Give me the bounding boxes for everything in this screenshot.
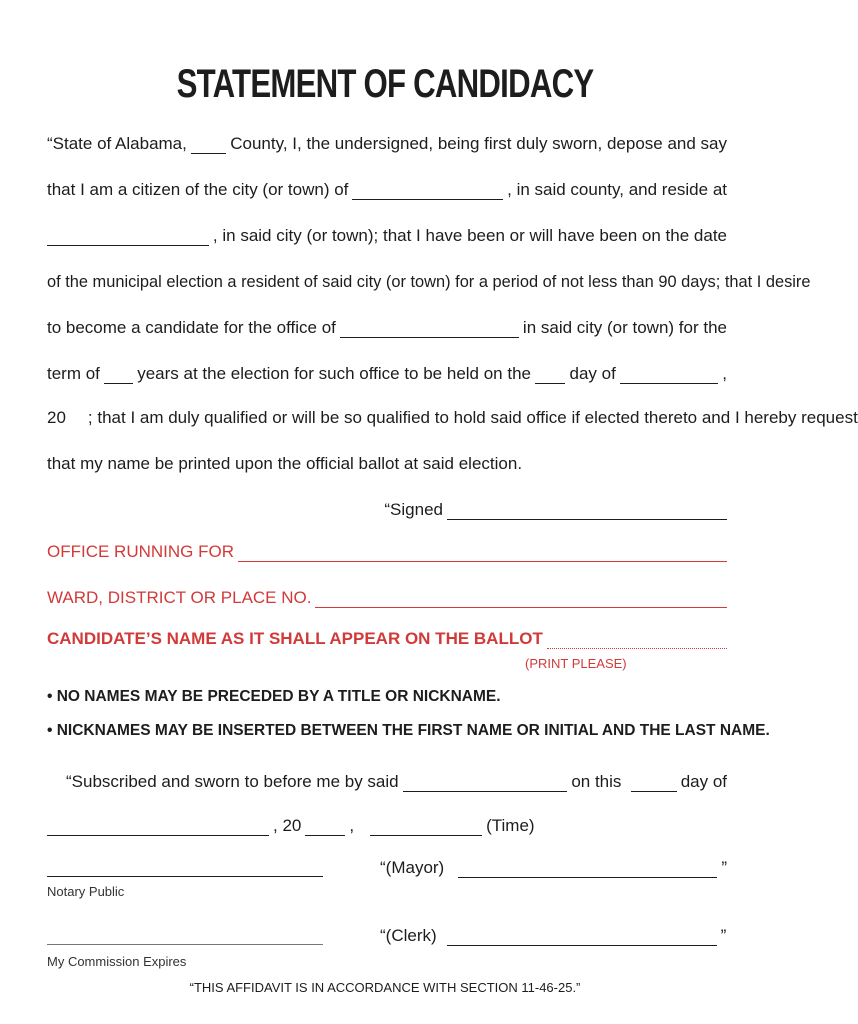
bullet-1: • NO NAMES MAY BE PRECEDED BY A TITLE OR NICKNAME.: [47, 688, 501, 705]
sworn-date-row: [47, 814, 727, 836]
election-text: years at the election for such office to be held on the: [137, 364, 531, 383]
print-please-note: (PRINT PLEASE): [525, 656, 627, 671]
para-line-8: [47, 452, 727, 474]
form-title: STATEMENT OF CANDIDACY: [176, 62, 594, 106]
clerk-row: [380, 924, 727, 946]
county-text: County, I, the undersigned, being first duly sworn, depose and say: [230, 134, 727, 153]
mayor-label: “(Mayor): [380, 858, 445, 877]
mayor-signature-field[interactable]: [458, 859, 717, 878]
on-this-text: on this: [571, 772, 622, 791]
citizen-text: that I am a citizen of the city (or town) of: [47, 180, 349, 199]
qualified-text: ; that I am duly qualified or will be so qualified to hold said office if elected thereto and I hereby request: [87, 408, 858, 427]
sworn-comma-text: ,: [349, 816, 355, 835]
sworn-text: “Subscribed and sworn to before me by said: [66, 772, 399, 791]
ward-label: WARD, DISTRICT OR PLACE NO.: [47, 588, 312, 607]
clerk-close-quote: ”: [720, 926, 727, 945]
election-day-field[interactable]: [535, 365, 565, 384]
said-city-text: , in said city (or town); that I have been or will have been on the date: [212, 226, 727, 245]
sworn-year-field[interactable]: [305, 817, 345, 836]
sworn-month-field[interactable]: [47, 817, 269, 836]
city-field[interactable]: [352, 181, 503, 200]
para-line-2: [47, 178, 727, 200]
reside-text: , in said county, and reside at: [507, 180, 727, 199]
candidate-name-label: CANDIDATE’S NAME AS IT SHALL APPEAR ON THE BALLOT: [47, 629, 543, 648]
signed-row: [47, 498, 727, 520]
comma-text: ,: [722, 364, 727, 383]
ward-field[interactable]: [315, 589, 727, 608]
para-line-6: [47, 362, 727, 384]
term-years-field[interactable]: [104, 365, 133, 384]
office-running-label: OFFICE RUNNING FOR: [47, 542, 234, 561]
signature-field[interactable]: [447, 501, 727, 520]
bullet-2: • NICKNAMES MAY BE INSERTED BETWEEN THE FIRST NAME OR INITIAL AND THE LAST NAME.: [47, 722, 770, 739]
mayor-row: [380, 856, 727, 878]
commission-expires-field[interactable]: [47, 926, 323, 945]
notary-signature-field[interactable]: [47, 858, 323, 877]
office-running-field[interactable]: [238, 543, 727, 562]
sworn-day-field[interactable]: [631, 773, 676, 792]
office-text: to become a candidate for the office of: [47, 318, 336, 337]
time-field[interactable]: [370, 817, 482, 836]
sworn-20-text: , 20: [273, 816, 302, 835]
time-label: (Time): [486, 816, 535, 835]
for-the-text: in said city (or town) for the: [522, 318, 727, 337]
ward-row: [47, 586, 727, 608]
office-running-row: [47, 540, 727, 562]
state-text: “State of Alabama,: [47, 134, 187, 153]
resident-text: of the municipal election a resident of said city (or town) for a period of not less than 90 days; that I desire: [47, 273, 811, 291]
para-line-3: [47, 224, 727, 246]
day-of-text: day of: [569, 364, 616, 383]
candidate-name-row: [47, 627, 727, 649]
para-line-1: [47, 132, 727, 154]
affidavit-footer: “THIS AFFIDAVIT IS IN ACCORDANCE WITH SECTION 11-46-25.”: [189, 980, 581, 995]
term-text: term of: [47, 364, 100, 383]
sworn-row: [66, 770, 727, 792]
commission-expires-label: My Commission Expires: [47, 954, 187, 969]
para-line-4: [47, 270, 811, 292]
candidate-name-field[interactable]: [547, 630, 727, 649]
ballot-text: that my name be printed upon the official ballot at said election.: [47, 454, 523, 473]
signed-label: “Signed: [384, 500, 443, 519]
county-field[interactable]: [191, 135, 226, 154]
election-month-field[interactable]: [620, 365, 718, 384]
mayor-close-quote: ”: [721, 858, 727, 877]
notary-public-label: Notary Public: [47, 884, 125, 899]
sworn-name-field[interactable]: [403, 773, 568, 792]
para-line-5: [47, 316, 727, 338]
para-line-7: [47, 406, 858, 428]
year-prefix: 20: [47, 408, 66, 427]
sworn-day-of-text: day of: [680, 772, 727, 791]
clerk-label: “(Clerk): [380, 926, 437, 945]
office-field[interactable]: [340, 319, 519, 338]
clerk-signature-field[interactable]: [447, 927, 717, 946]
residence-field[interactable]: [47, 227, 209, 246]
